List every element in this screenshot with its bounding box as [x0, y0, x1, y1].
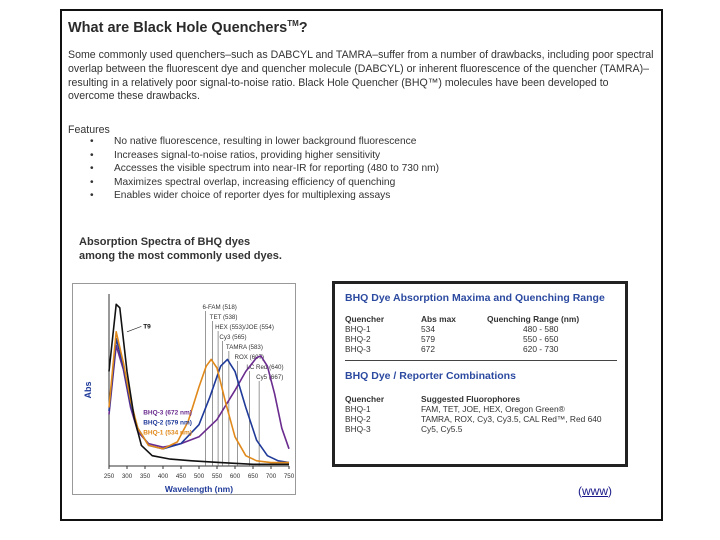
x-tick-label: 450 — [175, 473, 187, 480]
list-item: • No native fluorescence, resulting in lower background fluorescence — [90, 135, 439, 149]
table-section-title: BHQ Dye / Reporter Combinations — [345, 370, 516, 382]
table-cell: BHQ-1 — [345, 404, 371, 414]
intro-paragraph: Some commonly used quenchers–such as DABCYL and TAMRA–suffer from a number of drawbacks, including poor spectral overlap between the fluorescent dye and quencher molecule (DABCYL) or inherent fluorescence of the quencher (TAMRA)–resulting in a relatively poor signal-to-noise ratio. Black Hole Quencher (BHQ™) molecules have been developed to overcome these drawbacks. — [68, 49, 654, 103]
list-item: • Accesses the visible spectrum into near-IR for reporting (480 to 730 nm) — [90, 162, 439, 176]
features-list — [90, 135, 439, 203]
table-cell: BHQ-3 — [345, 424, 371, 434]
absorption-chart-svg — [73, 284, 295, 494]
table-cell: TAMRA, ROX, Cy3, Cy3.5, CAL Red™, Red 640 — [421, 414, 602, 424]
features-heading: Features — [68, 124, 110, 136]
y-axis-title: Abs — [83, 381, 93, 399]
table-section-title: BHQ Dye Absorption Maxima and Quenching Range — [345, 292, 605, 304]
dye-marker-label: HEX (553)/JOE (554) — [215, 324, 274, 331]
column-header: Abs max — [421, 314, 456, 324]
spectra-title-line: among the most commonly used dyes. — [79, 250, 282, 262]
table-cell: 534 — [421, 324, 435, 334]
source-link[interactable]: (www) — [578, 484, 612, 498]
table-cell: 620 - 730 — [523, 344, 559, 354]
series-line — [109, 346, 289, 449]
column-header: Suggested Fluorophores — [421, 394, 521, 404]
dye-marker-label: Cy5 (667) — [256, 374, 284, 381]
column-header: Quencher — [345, 314, 385, 324]
table-cell: 579 — [421, 334, 435, 344]
table-cell: BHQ-3 — [345, 344, 371, 354]
table-divider — [345, 360, 617, 361]
x-tick-label: 350 — [139, 473, 151, 480]
x-tick-label: 700 — [265, 473, 277, 480]
table-cell: BHQ-2 — [345, 414, 371, 424]
bhq-table-panel — [332, 281, 628, 467]
legend-entry: BHQ-1 (534 nm) — [143, 429, 192, 437]
table-cell: FAM, TET, JOE, HEX, Oregon Green® — [421, 404, 565, 414]
page-title: What are Black Hole Quenchers™? — [68, 19, 308, 36]
list-item: • Enables wider choice of reporter dyes for multiplexing assays — [90, 189, 439, 203]
dye-marker-label: 6-FAM (518) — [202, 304, 237, 311]
x-tick-label: 600 — [229, 473, 241, 480]
column-header: Quenching Range (nm) — [487, 314, 580, 324]
table-cell: 672 — [421, 344, 435, 354]
dye-marker-label: ROX (607) — [234, 354, 265, 361]
table-cell: 550 - 650 — [523, 334, 559, 344]
dye-marker-label: Cy3 (565) — [219, 334, 247, 341]
dye-marker-label: TET (538) — [209, 314, 238, 321]
table-cell: BHQ-1 — [345, 324, 371, 334]
column-header: Quencher — [345, 394, 385, 404]
x-tick-label: 500 — [193, 473, 205, 480]
table-cell: 480 - 580 — [523, 324, 559, 334]
x-tick-label: 250 — [103, 473, 115, 480]
table-cell: BHQ-2 — [345, 334, 371, 344]
absorption-chart — [72, 283, 296, 495]
list-item: • Increases signal-to-noise ratios, providing higher sensitivity — [90, 149, 439, 163]
curve-label-leader — [127, 326, 141, 331]
dye-marker-label: LC Red (640) — [246, 364, 284, 371]
x-tick-label: 650 — [247, 473, 259, 480]
table-cell: Cy5, Cy5.5 — [421, 424, 463, 434]
x-tick-label: 400 — [157, 473, 169, 480]
x-tick-label: 750 — [283, 473, 295, 480]
x-tick-label: 550 — [211, 473, 223, 480]
dye-marker-label: TAMRA (583) — [225, 344, 263, 351]
legend-entry: BHQ-3 (672 nm) — [143, 409, 192, 417]
slide-frame — [60, 9, 663, 521]
curve-label: T9 — [143, 323, 151, 331]
x-axis-title: Wavelength (nm) — [164, 484, 234, 494]
spectra-title-line: Absorption Spectra of BHQ dyes — [79, 236, 251, 248]
legend-entry: BHQ-2 (579 nm) — [143, 419, 192, 427]
list-item: • Maximizes spectral overlap, increasing efficiency of quenching — [90, 176, 439, 190]
x-tick-label: 300 — [121, 473, 133, 480]
series-line — [109, 332, 289, 463]
spectra-title — [79, 235, 319, 263]
